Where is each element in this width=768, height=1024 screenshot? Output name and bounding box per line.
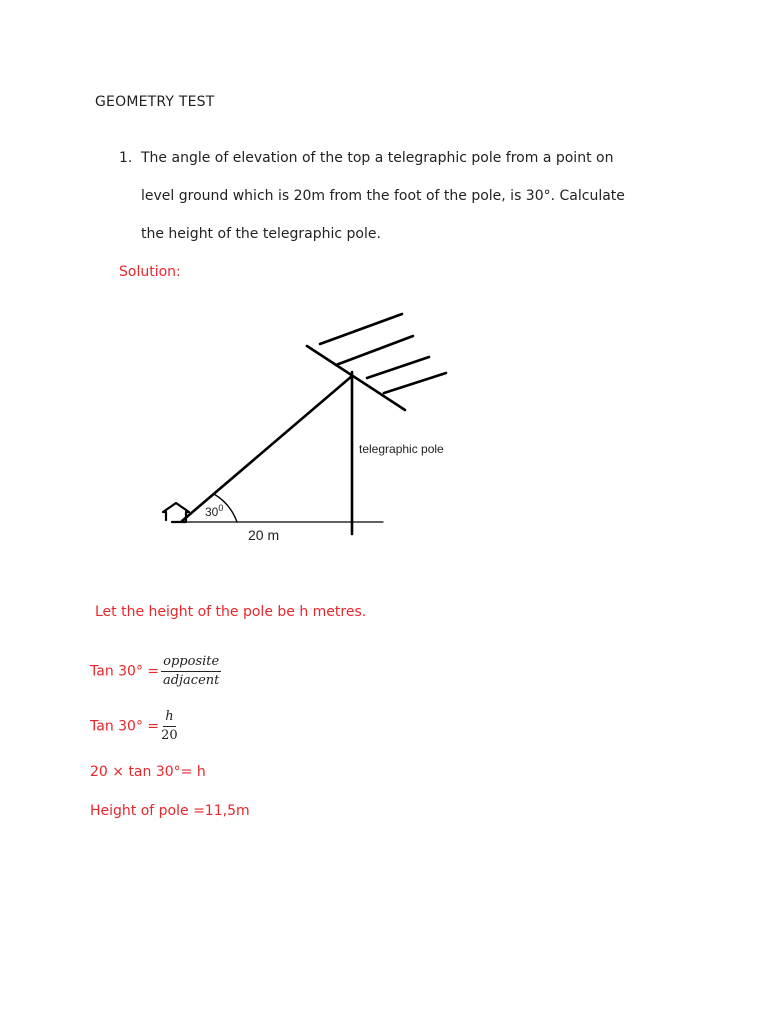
let-statement: Let the height of the pole be h metres. <box>95 604 367 620</box>
wire-4 <box>384 373 446 393</box>
equation-2 <box>90 709 178 744</box>
equation-1-lhs: Tan 30° = <box>90 663 160 680</box>
observer-icon <box>163 503 189 522</box>
wire-2 <box>336 336 413 365</box>
equation-2-denominator: 20 <box>161 728 178 743</box>
equation-1 <box>90 654 221 689</box>
wire-1 <box>320 314 402 344</box>
equation-2-lhs: Tan 30° = <box>90 718 160 735</box>
angle-label: $30^0$ <box>205 503 224 519</box>
equation-1-numerator: opposite <box>161 654 221 672</box>
distance-label: 20 m <box>248 527 280 543</box>
equation-2-numerator: h <box>163 709 175 727</box>
answer-line: Height of pole =11,5m <box>90 803 250 819</box>
equation-1-denominator: adjacent <box>162 673 220 688</box>
page-title: GEOMETRY TEST <box>95 94 215 110</box>
question-line-3: the height of the telegraphic pole. <box>141 226 381 242</box>
question-line-1: The angle of elevation of the top a telegraphic pole from a point on <box>141 150 614 166</box>
equation-1-fraction <box>161 654 221 689</box>
equation-2-fraction <box>161 709 178 744</box>
solution-label: Solution: <box>119 264 181 280</box>
pole-label: telegraphic pole <box>359 442 444 456</box>
question-line-2: level ground which is 20m from the foot of the pole, is 30°. Calculate <box>141 188 625 204</box>
question-number: 1. <box>119 150 133 166</box>
wire-3 <box>367 357 429 378</box>
line-of-sight <box>182 376 352 521</box>
equation-3: 20 × tan 30°= h <box>90 764 206 780</box>
